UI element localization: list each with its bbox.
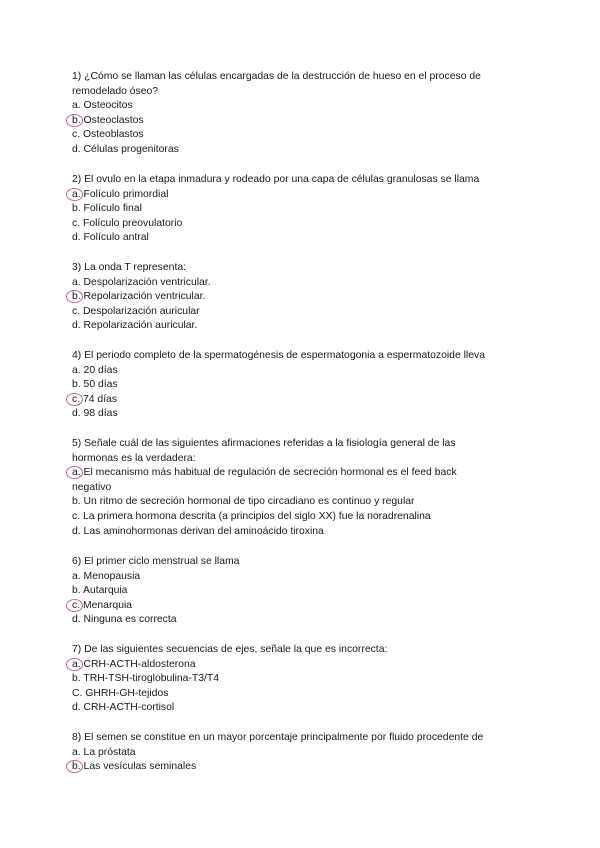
question-5-text-line-2: hormonas es la verdadera: (72, 452, 196, 464)
question-6 (72, 555, 522, 628)
question-6-text: 6) El primer ciclo menstrual se llama (72, 556, 240, 567)
question-7-option-d: d. CRH-ACTH-cortisol (72, 702, 175, 714)
question-8-option-a: a. La próstata (72, 746, 136, 758)
question-4-text: 4) El periodo completo de la spermatogénesis de espermatogonia a espermatozoide lleva (72, 350, 485, 361)
question-3-text: 3) La onda T representa: (72, 262, 186, 273)
question-8-option-b-text: b. Las vesículas seminales (72, 761, 197, 773)
question-2-option-d: d. Folículo antral (72, 232, 149, 244)
question-4-option-b: b. 50 días (72, 379, 118, 391)
question-2-option-c: c. Folículo preovulatorio (72, 217, 183, 229)
question-1-option-b (72, 114, 522, 129)
question-3-option-a: a. Despolarización ventricular. (72, 276, 211, 288)
question-7-option-c: C. GHRH-GH-tejidos (72, 687, 169, 699)
question-1-option-d: d. Células progenitoras (72, 143, 179, 155)
question-1 (72, 70, 522, 158)
question-1-text-line-1: 1) ¿Cómo se llaman las células encargadas de la destrucción de hueso en el proceso de (72, 71, 481, 82)
question-7-option-a-text: a. CRH-ACTH-aldosterona (72, 658, 196, 670)
question-6-option-b: b. Autarquia (72, 585, 128, 597)
question-6-option-c (72, 599, 522, 614)
question-5-option-b: b. Un ritmo de secreción hormonal de tipo circadiano es continuo y regular (72, 496, 415, 508)
question-2-option-a (72, 188, 522, 203)
question-1-option-a: a. Osteocitos (72, 100, 133, 112)
question-6-option-d: d. Ninguna es correcta (72, 614, 177, 626)
question-5-option-c: c. La primera hormona descrita (a principios del siglo XX) fue la noradrenalina (72, 510, 431, 522)
question-7-option-a (72, 658, 522, 673)
question-5-text-line-1: 5) Señale cuál de las siguientes afirmaciones referidas a la fisiología general de las (72, 438, 456, 449)
question-1-option-b-text: b. Osteoclastos (72, 114, 144, 126)
question-4-option-c-text: c. 74 días (72, 393, 118, 405)
question-1-text-line-2: remodelado óseo? (72, 85, 159, 97)
question-8 (72, 731, 522, 775)
question-6-option-a: a. Menopausia (72, 570, 141, 582)
question-5-option-a-text: a. El mecanismo más habitual de regulación de secreción hormonal es el feed back (72, 467, 457, 479)
question-7-text: 7) De las siguientes secuencias de ejes, señale la que es incorrecta: (72, 644, 388, 655)
question-4 (72, 349, 522, 422)
question-5 (72, 437, 522, 539)
question-4-option-c (72, 393, 522, 408)
question-3 (72, 261, 522, 334)
question-5-option-d: d. Las aminohormonas derivan del aminoácido tiroxina (72, 525, 324, 537)
question-8-option-b (72, 760, 522, 775)
question-3-option-c: c. Despolarización auricular (72, 305, 200, 317)
question-4-option-a: a. 20 días (72, 364, 118, 376)
question-5-option-a (72, 466, 522, 481)
question-1-option-c: c. Osteoblastos (72, 129, 144, 141)
question-4-option-d: d. 98 días (72, 408, 118, 420)
question-7 (72, 643, 522, 716)
question-3-option-b (72, 290, 522, 305)
question-8-text: 8) El semen se constitue en un mayor porcentaje principalmente por fluido procedente de (72, 732, 484, 743)
question-2-option-a-text: a. Folículo primordial (72, 188, 169, 200)
question-2-option-b: b. Folículo final (72, 203, 142, 215)
question-3-option-d: d. Repolarización auricular. (72, 320, 198, 332)
question-2 (72, 173, 522, 246)
question-6-option-c-text: c. Menarquia (72, 599, 133, 611)
question-7-option-b: b. TRH-TSH-tiroglobulina-T3/T4 (72, 673, 220, 685)
question-2-text: 2) El ovulo en la etapa inmadura y rodeado por una capa de células granulosas se llama (72, 174, 480, 185)
question-5-option-a-continued: negativo (72, 481, 112, 493)
question-3-option-b-text: b. Repolarización ventricular. (72, 291, 206, 303)
